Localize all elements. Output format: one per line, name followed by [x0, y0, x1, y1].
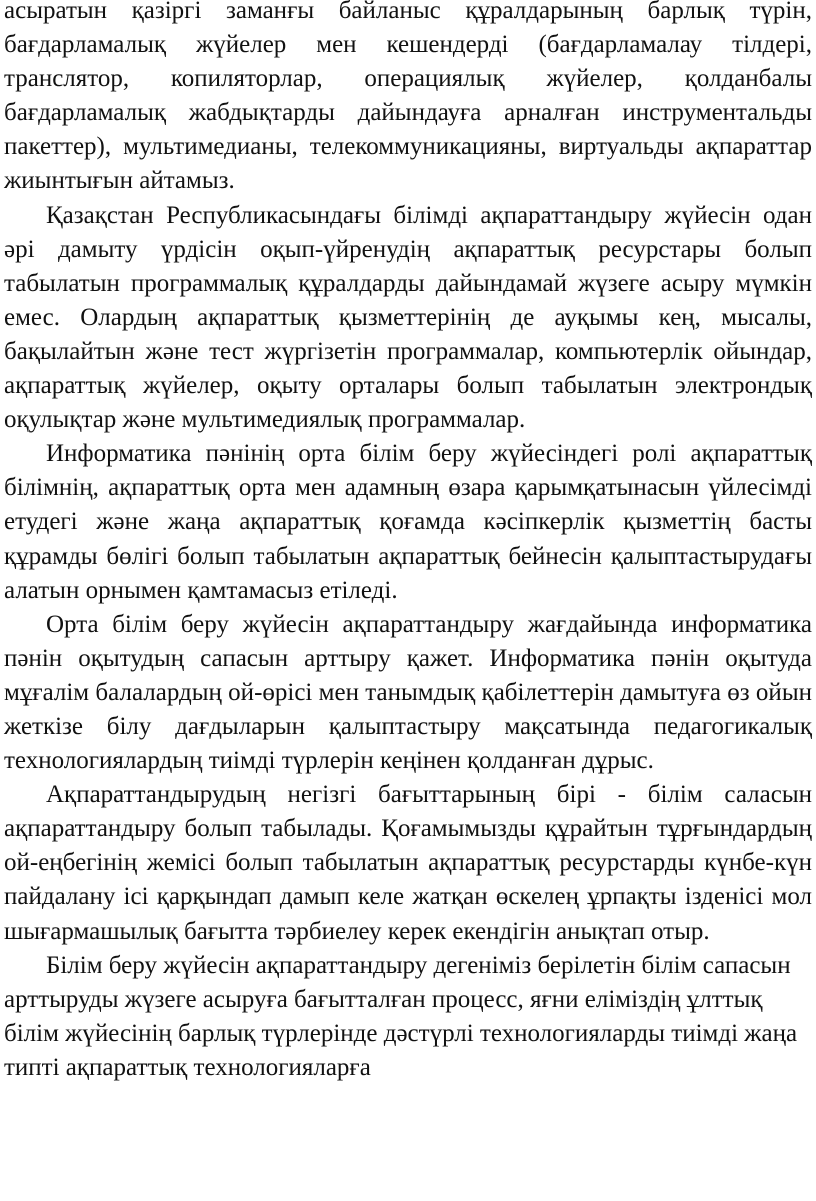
- paragraph-4: Орта білім беру жүйесін ақпараттандыру жағдайында информатика пәнін оқытудың сапасын арттыру қажет. Информатика пәнін оқытуда мұғалім балалардың ой-өрісі мен танымдық қабілеттерін дамытуға өз ойын жеткізе білу дағдыларын қалыптастыру мақсатында педагогикалық технологиялардың тиімді түрлерін кеңінен қолданған дұрыс.: [4, 610, 812, 775]
- paragraph-5: Ақпараттандырудың негізгі бағыттарының бірі - білім саласын ақпараттандыру болып табылады. Қоғамымызды құрайтын тұрғындардың ой-еңбегінің жемісі болып табылатын ақпараттық ресурстарды күнбе-күн пайдалану ісі қарқындап дамып келе жатқан өскелең ұрпақты ізденісі мол шығармашылық бағытта тәрбиелеу керек екендігін анықтап отыр.: [4, 781, 812, 945]
- paragraph-6: Білім беру жүйесін ақпараттандыру дегеніміз берілетін білім сапасын арттыруды жүзеге асыруға бағытталған процесс, яғни еліміздің ұлттық білім жүйесінің барлық түрлерінде дәстүрлі технологияларды тиімді жаңа типті ақпараттық технологияларға: [4, 951, 798, 1081]
- paragraph-2: Қазақстан Республикасындағы білімді ақпараттандыру жүйесін одан әрі дамыту үрдісін оқып-үйренудің ақпараттық ресурстары болып табылатын программалық құралдарды дайындамай жүзеге асыру мүмкін емес. Олардың ақпараттық қызметтерінің де ауқымы кең, мысалы, бақылайтын және тест жүргізетін программалар, компьютерлік ойындар, ақпараттық жүйелер, оқыту орталары болып табылатын электрондық оқулықтар және мультимедиялық программалар.: [4, 201, 812, 434]
- paragraph-3: Информатика пәнінің орта білім беру жүйесіндегі ролі ақпараттық білімнің, ақпараттық орта мен адамның өзара қарымқатынасын үйлесімді етудегі және жаңа ақпараттық қоғамда кәсіпкерлік қызметтің басты құрамды бөлігі болып табылатын ақпараттық бейнесін қалыптастырудағы алатын орнымен қамтамасыз етіледі.: [4, 440, 812, 604]
- paragraph-1: асыратын қазіргі заманғы байланыс құралдарының барлық түрін, бағдарламалық жүйелер мен кешендерді (бағдарламалау тілдері, транслятор, копиляторлар, операциялық жүйелер, қолданбалы бағдарламалық жабдықтарды дайындауға арналған инструментальды пакеттер), мультимедианы, телекоммуникацияны, виртуальды ақпараттар жиынтығын айтамыз.: [4, 0, 812, 195]
